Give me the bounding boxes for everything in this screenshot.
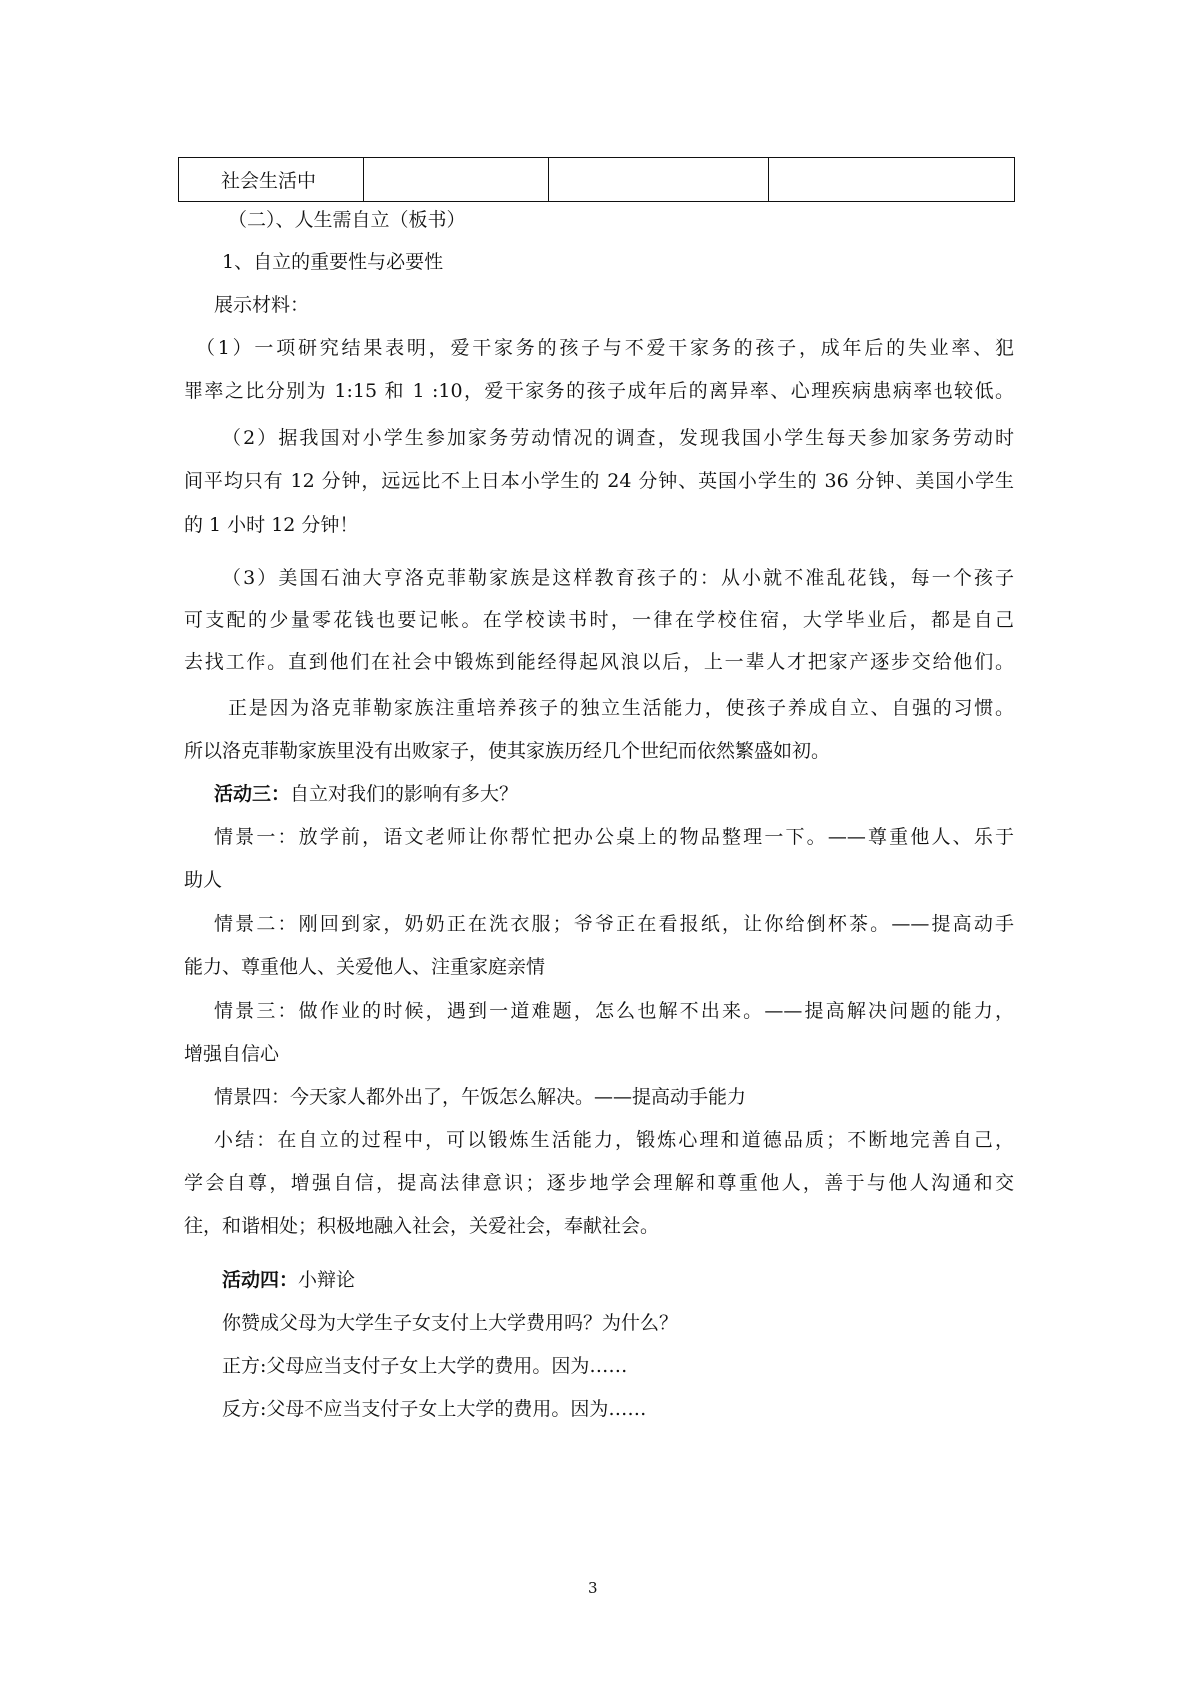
summary-line-3: 往，和谐相处；积极地融入社会，关爱社会，奉献社会。 [184,1215,660,1237]
scenario-4: 情景四：今天家人都外出了，午饭怎么解决。——提高动手能力 [214,1086,747,1108]
activity-4-heading [222,1268,355,1292]
summary-line-1: 小结：在自立的过程中，可以锻炼生活能力，锻炼心理和道德品质；不断地完善自己， [214,1129,1014,1151]
activity-4-title: 小辩论 [298,1269,356,1291]
table-cell [769,158,1015,202]
activity-3-heading [214,782,518,806]
table-row [179,158,1015,202]
material-3-line-3: 去找工作。直到他们在社会中锻炼到能经得起风浪以后，上一辈人才把家产逐步交给他们。 [184,651,1014,673]
conclusion-line-2: 所以洛克菲勒家族里没有出败家子，使其家族历经几个世纪而依然繁盛如初。 [184,740,831,762]
page-number: 3 [588,1579,598,1597]
activity-3-label: 活动三： [214,783,291,805]
scenario-2-line-1: 情景二：刚回到家，奶奶正在洗衣服；爷爷正在看报纸，让你给倒杯茶。——提高动手 [214,913,1014,935]
section-heading: （二）、人生需自立（板书） [228,209,466,231]
material-2-line-3: 的 1 小时 12 分钟！ [184,514,359,536]
debate-con: 反方:父母不应当支付子女上大学的费用。因为…… [222,1398,647,1420]
scenario-1-line-1: 情景一：放学前，语文老师让你帮忙把办公桌上的物品整理一下。——尊重他人、乐于 [214,826,1014,848]
scenario-3-line-1: 情景三：做作业的时候，遇到一道难题，怎么也解不出来。——提高解决问题的能力， [214,1000,1014,1022]
material-1-line-2: 罪率之比分别为 1:15 和 1 :10，爱干家务的孩子成年后的离异率、心理疾病患病率也较低。 [184,380,1014,402]
scenario-2-line-2: 能力、尊重他人、关爱他人、注重家庭亲情 [184,956,546,978]
summary-line-2: 学会自尊，增强自信，提高法律意识；逐步地学会理解和尊重他人，善于与他人沟通和交 [184,1172,1014,1194]
material-2-line-2: 间平均只有 12 分钟，远远比不上日本小学生的 24 分钟、英国小学生的 36 分钟、美国小学生 [184,470,1014,492]
table-cell [549,158,769,202]
material-2-line-1: （2）据我国对小学生参加家务劳动情况的调查，发现我国小学生每天参加家务劳动时 [222,427,1014,449]
debate-pro: 正方:父母应当支付子女上大学的费用。因为…… [222,1355,628,1377]
table-cell-row-label: 社会生活中 [179,158,364,202]
activity-4-label: 活动四： [222,1269,299,1291]
conclusion-line-1: 正是因为洛克菲勒家族注重培养孩子的独立生活能力，使孩子养成自立、自强的习惯。 [228,697,1014,719]
materials-label: 展示材料： [214,294,310,316]
table-cell [364,158,549,202]
activity-3-title: 自立对我们的影响有多大？ [290,783,519,805]
data-table [178,157,1015,202]
section-subheading: 1、自立的重要性与必要性 [222,251,444,273]
debate-question: 你赞成父母为大学生子女支付上大学费用吗？为什么？ [222,1312,679,1334]
scenario-3-line-2: 增强自信心 [184,1043,280,1065]
material-3-line-1: （3）美国石油大亨洛克菲勒家族是这样教育孩子的：从小就不准乱花钱，每一个孩子 [222,567,1014,589]
material-1-line-1: （1）一项研究结果表明，爱干家务的孩子与不爱干家务的孩子，成年后的失业率、犯 [196,337,1014,359]
material-3-line-2: 可支配的少量零花钱也要记帐。在学校读书时，一律在学校住宿，大学毕业后，都是自己 [184,609,1014,631]
scenario-1-line-2: 助人 [184,869,223,891]
